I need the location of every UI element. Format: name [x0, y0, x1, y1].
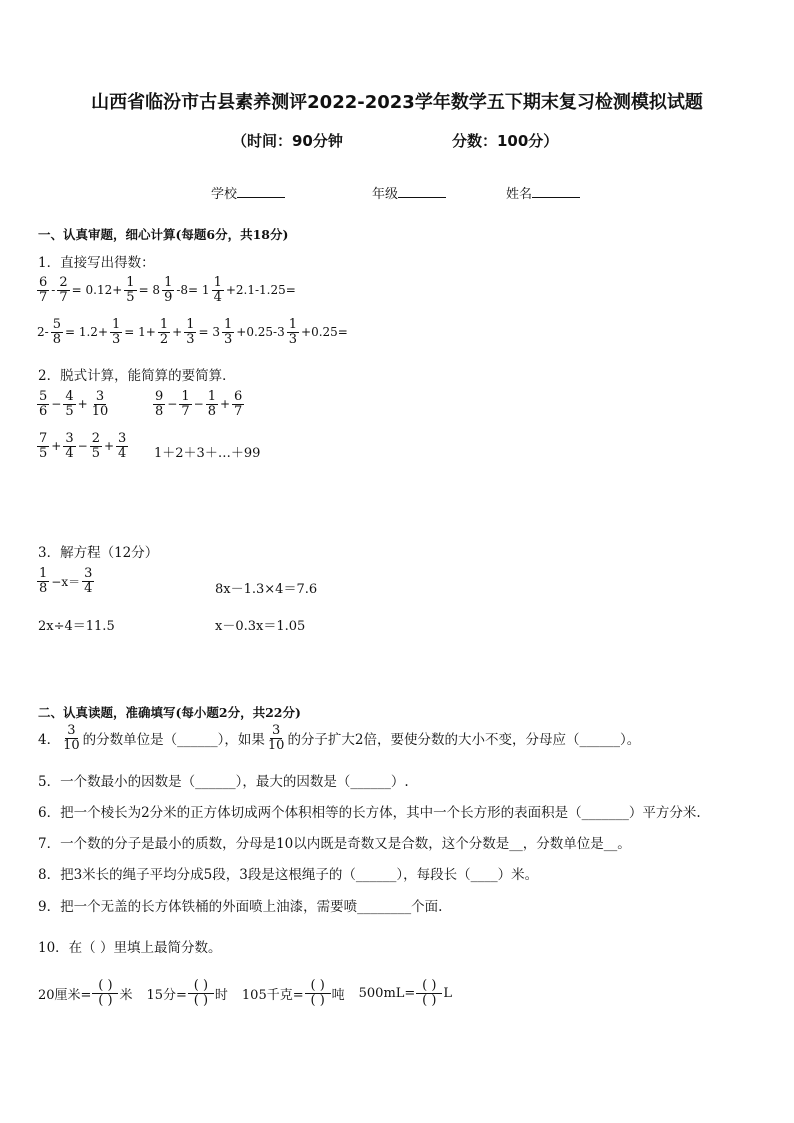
math-operator: + [77, 397, 88, 412]
math-operator: +2.1-1.25= [225, 283, 296, 298]
fraction-denominator: 7 [234, 403, 243, 419]
fraction [158, 318, 170, 346]
grade-label: 年级 [372, 187, 399, 202]
q10-item-4-prefix: 500mL= [358, 985, 416, 1001]
q10-item-3-unit: 吨 [331, 987, 345, 1003]
fraction-numerator: 1 [164, 275, 173, 290]
fraction-denominator: 3 [288, 331, 298, 347]
q10-item-1-unit: 米 [119, 987, 133, 1003]
question-7: 7．一个数的分子是最小的质数，分母是10以内既是奇数又是合数，这个分数是__，分数单位是__。 [38, 836, 631, 852]
fraction [37, 567, 49, 595]
fraction [179, 390, 191, 418]
fraction-numerator: 3 [84, 566, 93, 581]
fraction [63, 432, 75, 460]
q10-item-2-answer[interactable] [188, 979, 214, 1007]
fraction-numerator: 5 [39, 389, 48, 404]
fraction-denominator: 2 [159, 331, 169, 347]
fraction-numerator: 3 [95, 389, 105, 404]
q3-label: 3．解方程（12分） [38, 545, 159, 561]
q4-fraction-b [266, 724, 287, 752]
fraction [162, 276, 174, 304]
q10-item-1-numerator: ( ) [92, 979, 118, 994]
math-operator: = 1+ [124, 325, 156, 340]
math-operator: + [103, 439, 115, 454]
fraction-denominator: 5 [126, 289, 135, 305]
math-operator: + [219, 397, 231, 412]
math-operator: +0.25= [301, 325, 348, 340]
fraction-numerator: 6 [234, 389, 243, 404]
math-operator: = 1.2+ [64, 325, 108, 340]
fraction-numerator: 5 [52, 317, 61, 332]
fraction-denominator: 5 [39, 445, 48, 461]
math-operator: - [51, 283, 56, 298]
question-6: 6．把一个棱长为2分米的正方体切成两个体积相等的长方体，其中一个长方形的表面积是（_______）平方分米. [38, 805, 701, 821]
fraction-denominator: 3 [223, 331, 233, 347]
fraction-denominator: 5 [91, 445, 100, 461]
fraction-numerator: 1 [207, 389, 216, 404]
exam-time: （时间：90分钟 [232, 132, 343, 150]
math-operator: +0.25-3 [236, 325, 285, 340]
fraction-numerator: 3 [65, 431, 74, 446]
school-field[interactable] [211, 183, 285, 202]
q4-fraction-b-numerator: 3 [272, 723, 281, 738]
q10-items [38, 979, 452, 1007]
name-field[interactable] [506, 183, 580, 202]
q10-item-2-prefix: 15分= [146, 987, 187, 1003]
exam-score: 分数：100分） [452, 132, 559, 150]
fraction [212, 276, 224, 304]
fraction [232, 390, 244, 418]
fraction-denominator: 7 [39, 289, 48, 305]
fraction-denominator: 9 [164, 289, 173, 305]
q4-number: 4． [38, 732, 61, 749]
question-9: 9．把一个无盖的长方体铁桶的外面喷上油漆，需要喷________个面. [38, 899, 443, 915]
fraction-denominator: 8 [207, 403, 216, 419]
fraction-denominator: 4 [213, 289, 222, 305]
section1-heading: 一、认真审题，细心计算(每题6分，共18分) [38, 227, 289, 242]
q4-fraction-a [61, 724, 82, 752]
q10-item-1-answer[interactable] [92, 979, 118, 1007]
fraction-numerator: 4 [65, 389, 74, 404]
fraction [37, 390, 49, 418]
fraction-denominator: 4 [118, 445, 127, 461]
fraction-denominator: 7 [181, 403, 190, 419]
q3-eq4: x－0.3x＝1.05 [215, 619, 306, 634]
fraction [37, 432, 49, 460]
fraction-numerator: 3 [118, 431, 127, 446]
math-operator: − [77, 439, 88, 454]
q2-expr1 [36, 390, 111, 418]
math-operator: − [51, 397, 62, 412]
math-operator: -8= 1 [176, 283, 210, 298]
math-operator: + [172, 325, 183, 340]
fraction-numerator: 1 [39, 566, 48, 581]
page-title: 山西省临汾市古县素养测评2022-2023学年数学五下期末复习检测模拟试题 [91, 92, 703, 113]
fraction-numerator: 2 [59, 275, 68, 290]
fraction [153, 390, 165, 418]
q4-fraction-a-numerator: 3 [67, 723, 76, 738]
q4-text-part1: 的分数单位是（______），如果 [82, 732, 265, 749]
q2-expr3 [36, 432, 129, 460]
q10-item-2-denominator: ( ) [193, 992, 209, 1008]
fraction [184, 318, 196, 346]
math-operator: 2- [37, 325, 49, 340]
fraction-denominator: 3 [112, 331, 121, 347]
q10-item-3-answer[interactable] [305, 979, 331, 1007]
math-operator: = 3 [198, 325, 220, 340]
q3-eq1 [36, 567, 95, 595]
q2-expr2 [152, 390, 245, 418]
school-label: 学校 [211, 187, 238, 202]
q10-item-3-denominator: ( ) [310, 992, 325, 1008]
fraction [206, 390, 218, 418]
fraction-numerator: 1 [126, 275, 135, 290]
fraction-numerator: 1 [288, 317, 298, 332]
fraction-numerator: 1 [223, 317, 233, 332]
fraction-denominator: 4 [65, 445, 74, 461]
q2-expr4: 1＋2＋3＋…＋99 [154, 446, 261, 461]
q10-item-3-numerator: ( ) [305, 979, 331, 994]
fraction [287, 318, 299, 346]
q10-label: 10．在（ ）里填上最简分数。 [38, 940, 222, 956]
fraction-denominator: 3 [186, 331, 195, 347]
q10-item-2-numerator: ( ) [188, 979, 214, 994]
fraction [222, 318, 234, 346]
question-4 [38, 724, 640, 752]
fraction [63, 390, 75, 418]
fraction [110, 318, 122, 346]
fraction [116, 432, 128, 460]
q10-item-4-denominator: ( ) [422, 992, 437, 1008]
q3-eq2: 8x－1.3×4＝7.6 [215, 582, 318, 597]
math-operator: − [167, 397, 178, 412]
math-operator: + [51, 439, 62, 454]
q4-fraction-a-denominator: 10 [63, 737, 80, 753]
q10-item-2-unit: 时 [214, 987, 228, 1003]
fraction-numerator: 1 [213, 275, 222, 290]
q4-fraction-b-denominator: 10 [267, 737, 285, 753]
fraction-denominator: 10 [91, 403, 109, 419]
fraction-denominator: 5 [65, 403, 74, 419]
fraction-numerator: 7 [39, 431, 48, 446]
grade-field[interactable] [372, 183, 446, 202]
fraction [82, 567, 94, 595]
math-operator: = 0.12+ [71, 283, 123, 298]
section2-heading: 二、认真读题，准确填写(每小题2分，共22分) [38, 705, 301, 720]
q10-item-1-denominator: ( ) [98, 992, 113, 1008]
q10-item-3-prefix: 105千克= [241, 987, 304, 1003]
q1-row1 [36, 276, 297, 304]
fraction [124, 276, 136, 304]
q10-item-4-unit: L [443, 985, 452, 1001]
fraction [90, 390, 111, 418]
fraction-numerator: 1 [181, 389, 190, 404]
fraction [51, 318, 63, 346]
fraction [90, 432, 102, 460]
q10-item-4-numerator: ( ) [416, 979, 442, 994]
fraction [37, 276, 49, 304]
q1-label: 1．直接写出得数： [38, 255, 155, 271]
question-5: 5．一个数最小的因数是（______），最大的因数是（______）. [38, 774, 409, 790]
fraction-denominator: 4 [84, 580, 93, 596]
fraction [57, 276, 69, 304]
q10-item-1-prefix: 20厘米= [38, 987, 92, 1003]
q4-text-part2: 的分子扩大2倍，要使分数的大小不变，分母应（______）。 [287, 732, 641, 749]
q3-eq3: 2x÷4＝11.5 [38, 619, 115, 634]
fraction-numerator: 1 [186, 317, 195, 332]
fraction-numerator: 1 [112, 317, 121, 332]
fraction-denominator: 8 [39, 580, 48, 596]
fraction-denominator: 6 [39, 403, 48, 419]
math-operator: = 8 [138, 283, 161, 298]
fraction-denominator: 8 [155, 403, 164, 419]
fraction-numerator: 1 [159, 317, 169, 332]
fraction-denominator: 8 [52, 331, 61, 347]
fraction-numerator: 9 [155, 389, 164, 404]
q2-label: 2．脱式计算，能简算的要简算． [38, 368, 236, 384]
fraction-numerator: 6 [39, 275, 48, 290]
q1-row2 [36, 318, 349, 346]
fraction-denominator: 7 [59, 289, 68, 305]
math-operator: − [193, 397, 204, 412]
question-8: 8．把3米长的绳子平均分成5段，3段是这根绳子的（______），每段长（____）米。 [38, 867, 539, 883]
fraction-numerator: 2 [91, 431, 100, 446]
math-operator: −x＝ [51, 574, 81, 589]
q10-item-4-answer[interactable] [416, 979, 442, 1007]
name-label: 姓名 [506, 187, 533, 202]
